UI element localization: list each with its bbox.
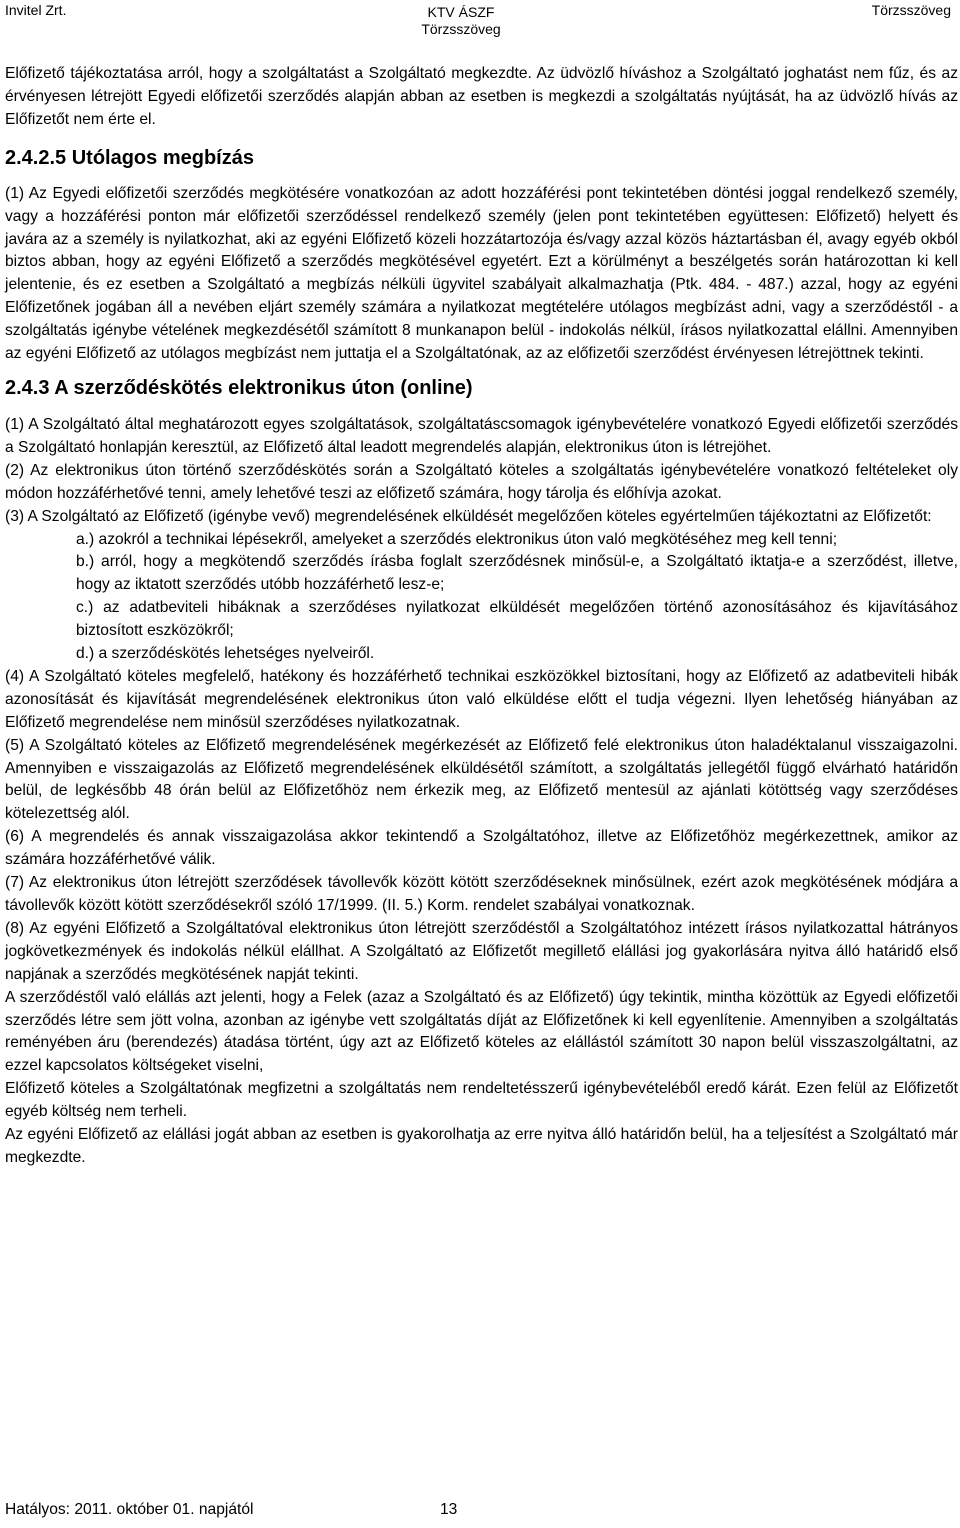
online-paragraph-6: (6) A megrendelés és annak visszaigazolása akkor tekintendő a Szolgáltatóhoz, illetve az Előfizetőhöz megérkezettnek, amikor az számára hozzáférhetővé válik. xyxy=(5,828,958,869)
page-footer xyxy=(5,1500,960,1520)
online-paragraph-4: (4) A Szolgáltató köteles megfelelő, hatékony és hozzáférhető technikai eszközökkel biztosítani, hogy az Előfizető az adatbeviteli hibák azonosítását és kijavítását megrendelésének elektronikus úton való elküldése előtt el tudja végezni. Ilyen lehetőség hiányában az Előfizető megrendelése nem minősül szerződéses nyilatkozatnak. xyxy=(5,667,958,731)
header-right-label: Törzsszöveg xyxy=(871,2,951,18)
header-doc-subtitle: Törzsszöveg xyxy=(421,21,501,37)
online-paragraph-9: A szerződéstől való elállás azt jelenti, hogy a Felek (azaz a Szolgáltató és az Előfizető) úgy tekintik, mintha közöttük az Egyedi előfizetői szerződés létre sem jött volna, azonban az igénybe vett szolgáltatás díját az Előfizetőnek ki kell egyenlítenie. Amennyiben a szolgáltatás reményében áru (berendezés) átadása történt, úgy azt az Előfizető köteles az elállástól számított 30 napon belül visszaszolgáltatni, az ezzel kapcsolatos költségeket viselni, xyxy=(5,988,958,1075)
page-header xyxy=(0,0,960,44)
online-paragraph-5: (5) A Szolgáltató köteles az Előfizető megrendelésének megérkezését az Előfizető felé elektronikus úton haladéktalanul visszaigazolni. Amennyiben e visszaigazolás az Előfizető megrendelésének elküldésétől számított, a szolgáltatás jellegétől függő elvárható határidőn belül, de legkésőbb 48 órán belül az Előfizetőhöz nem érkezik meg, az Előfizető mentesül az ajánlati kötöttség vagy szerződéses kötelezettség alól. xyxy=(5,736,958,823)
header-company: Invitel Zrt. xyxy=(5,2,67,18)
list-item: c.) az adatbeviteli hibáknak a szerződéses nyilatkozat elküldését megelőzően történő azonosításához és kijavításához biztosított eszközökről; xyxy=(76,599,958,640)
online-paragraph-3: (3) A Szolgáltató az Előfizető (igénybe vevő) megrendelésének elküldését megelőzően köteles egyértelműen tájékoztatni az Előfizetőt: xyxy=(5,507,932,525)
page-number: 13 xyxy=(440,1501,458,1518)
list-item: b.) arról, hogy a megkötendő szerződés írásba foglalt szerződésnek minősül-e, a Szolgáltató iktatja-e a szerződést, illetve, hogy az iktatott szerződés utóbb hozzáférhető lesz-e; xyxy=(76,553,958,594)
online-paragraph-8: (8) Az egyéni Előfizető a Szolgáltatóval elektronikus úton létrejött szerződéstől a Szolgáltatóhoz intézett írásos nyilatkozattal hátrányos jogkövetkezmények és indokolás nélkül elállhat. A Szolgáltató az Előfizetőt megillető elállási jog gyakorlására nyitva álló határidő első napjának a szerződés megkötésének napját tekinti. xyxy=(5,919,958,983)
section-heading-utolagos: 2.4.2.5 Utólagos megbízás xyxy=(5,146,254,169)
online-paragraph-11: Az egyéni Előfizető az elállási jogát abban az esetben is gyakorolhatja az erre nyitva álló határidőn belül, ha a teljesítést a Szolgáltató már megkezdte. xyxy=(5,1126,958,1166)
utolagos-paragraph-1: (1) Az Egyedi előfizetői szerződés megkötésére vonatkozóan az adott hozzáférési pont tekintetében döntési joggal rendelkező személy, vagy a hozzáférési ponton már előfizetői szerződéssel rendelkező személy (jelen pont tekintetében együttesen: Előfizető) helyett és javára az a személy is nyilatkozhat, aki az egyéni Előfizető közeli hozzátartozója és/vagy azzal közös háztartásban él, avagy egyéb okból biztos abban, hogy az egyéni Előfizető a szerződés megkötésével egyetért. Ezt a körülményt a beszélgetés során határozottan ki kell jelentenie, és ez esetben a Szolgáltató a megbízás nélküli ügyvitel szabályait alkalmazhatja (Ptk. 484. - 487.) azzal, hogy az egyéni Előfizetőnek jogában áll a nevében eljárt személy számára a nyilatkozat megtételére utólagos megbízást adni, vagy a szerződéstől - a szolgáltatás igénybe vételének megkezdésétől számított 8 munkanapon belül - indokolás nélkül, írásos nyilatkozattal elállni. Amennyiben az egyéni Előfizető az utólagos megbízást nem juttatja el a Szolgáltatónak, az az előfizetői szerződést érvényesen létrejöttnek tekinti. xyxy=(5,184,958,363)
list-item: a.) azokról a technikai lépésekről, amelyeket a szerződés elektronikus úton való megkötéséhez meg kell tenni; xyxy=(76,530,838,548)
document-body xyxy=(5,63,958,1170)
footer-effective-date: Hatályos: 2011. október 01. napjától xyxy=(5,1501,254,1518)
header-center xyxy=(0,4,922,38)
online-paragraph-7: (7) Az elektronikus úton létrejött szerződések távollevők között kötött szerződéseknek minősülnek, ezért azok megkötésének módjára a távollevők között kötött szerződésekről szóló 17/1999. (II. 5.) Korm. rendelet szabályai vonatkoznak. xyxy=(5,874,958,914)
intro-paragraph: Előfizető tájékoztatása arról, hogy a szolgáltatást a Szolgáltató megkezdte. Az üdvözlő híváshoz a Szolgáltató joghatást nem fűz, és az érvényesen létrejött Egyedi előfizetői szerződés alapján abban az esetben is megkezdi a szolgáltatás nyújtását, ha az üdvözlő hívás az Előfizetőt nem érte el. xyxy=(5,65,958,128)
list-item: d.) a szerződéskötés lehetséges nyelveiről. xyxy=(76,645,375,663)
section-heading-online: 2.4.3 A szerződéskötés elektronikus úton (online) xyxy=(5,376,473,399)
header-doc-title: KTV ÁSZF xyxy=(427,4,495,20)
online-paragraph-1: (1) A Szolgáltató által meghatározott egyes szolgáltatások, szolgáltatáscsomagok igénybevételére vonatkozó Egyedi előfizetői szerződés a Szolgáltató honlapján keresztül, az Előfizető által leadott megrendelés alapján, elektronikus úton is létrejöhet. xyxy=(5,415,958,456)
online-paragraph-2: (2) Az elektronikus úton történő szerződéskötés során a Szolgáltató köteles a szolgáltatás igénybevételére vonatkozó feltételeket oly módon hozzáférhetővé tenni, amely lehetővé teszi az előfizető számára, hogy tárolja és előhívja azokat. xyxy=(5,461,958,502)
online-paragraph-10: Előfizető köteles a Szolgáltatónak megfizetni a szolgáltatás nem rendeltetésszerű igénybevételéből eredő kárát. Ezen felül az Előfizetőt egyéb költség nem terheli. xyxy=(5,1080,958,1121)
